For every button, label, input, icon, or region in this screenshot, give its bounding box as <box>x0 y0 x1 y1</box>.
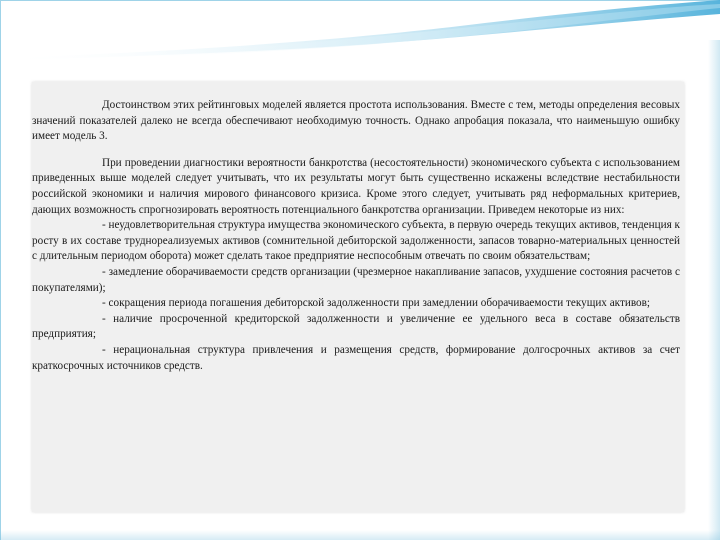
decorative-wave <box>0 0 720 60</box>
text-content-box <box>32 82 684 512</box>
list-item: - неудовлетворительная структура имущества экономического субъекта, в первую очередь текущих активов, тенденция к росту в их составе труднореализуемых активов (сомнительной дебиторской задолженности, запасов товарно-материальных ценностей с длительным периодом оборота) может сделать такое предприятие неспособным отвечать по своим обязательствам; <box>32 219 680 263</box>
paragraph-1: Достоинством этих рейтинговых моделей является простота использования. Вместе с тем, методы определения весовых значений показателей далеко не всегда обеспечивают необходимую точность. Однако апробация показала, что наименьшую ошибку имеет модель 3. <box>32 99 680 143</box>
list-item: - сокращения периода погашения дебиторской задолженности при замедлении оборачиваемости текущих активов; <box>102 297 651 310</box>
list-item: - наличие просроченной кредиторской задолженности и увеличение ее удельного веса в составе обязательств предприятия; <box>32 312 680 341</box>
list-item: - нерациональная структура привлечения и размещения средств, формирование долгосрочных активов за счет краткосрочных источников средств. <box>32 343 680 372</box>
right-edge-shadow <box>708 40 720 540</box>
bottom-edge-shadow <box>0 530 720 540</box>
paragraph-2: При проведении диагностики вероятности банкротства (несостоятельности) экономического субъекта с использованием приведенных выше моделей следует учитывать, что их результаты могут быть существенно искажены вследствие нестабильности российской экономики и наличия мирового финансового кризиса. Кроме этого следует, учитывать ряд неформальных критериев, дающих возможность спрогнозировать вероятность потенциального банкротства организации. Приведем некоторые из них: <box>32 156 680 216</box>
text-block <box>32 98 680 374</box>
list-item: - замедление оборачиваемости средств организации (чрезмерное накапливание запасов, ухудшение состояния расчетов с покупателями); <box>32 265 680 294</box>
